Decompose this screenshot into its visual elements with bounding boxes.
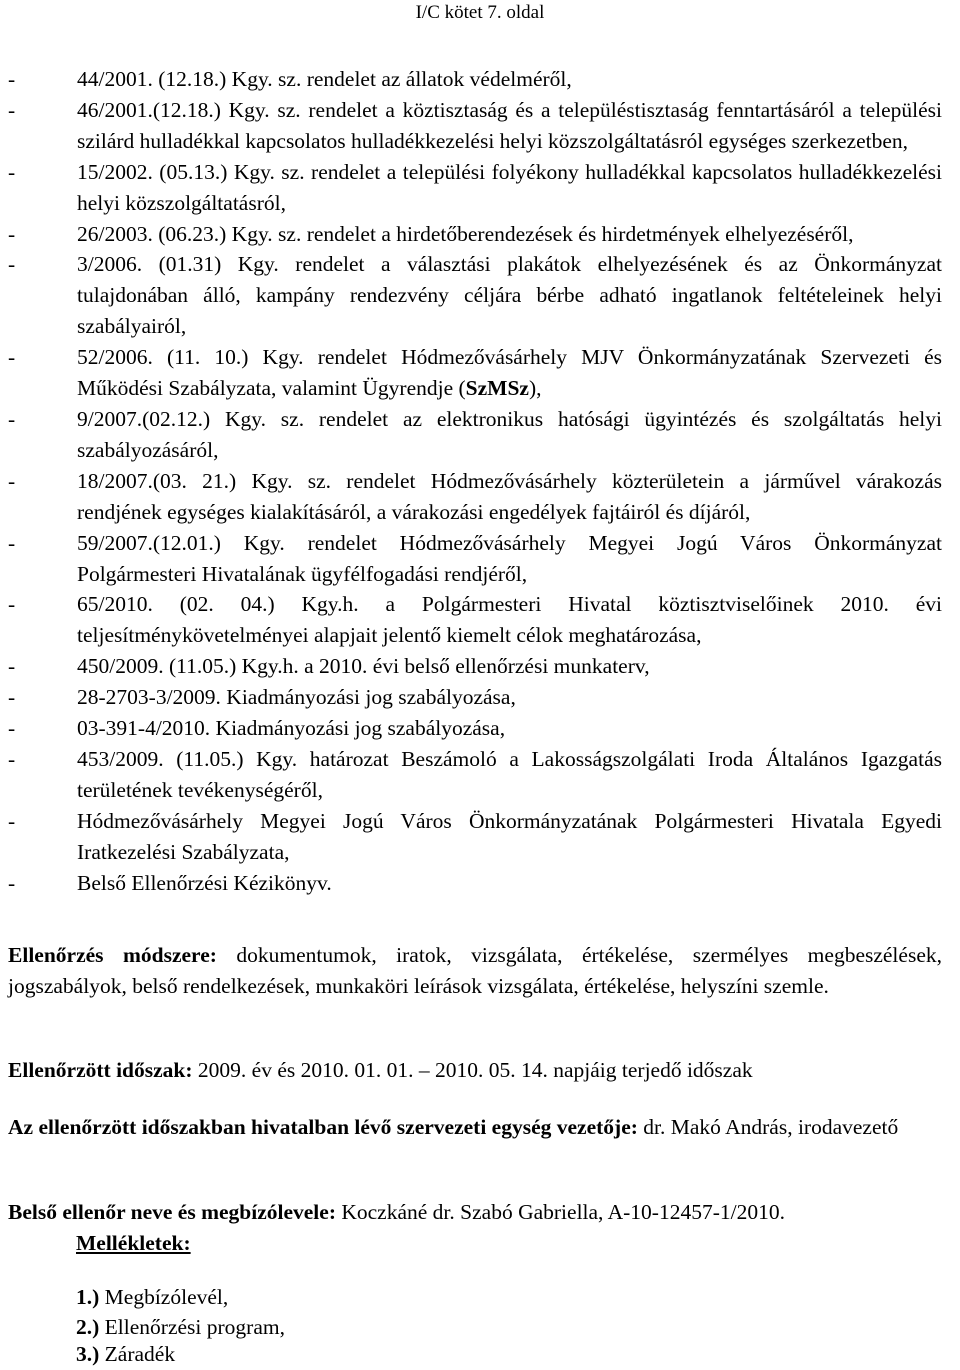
attachment-label: Ellenőrzési program, — [99, 1315, 285, 1339]
period-text: 2009. év és 2010. 01. 01. – 2010. 05. 14. napjáig terjedő időszak — [192, 1058, 753, 1082]
list-dash: - — [8, 530, 16, 555]
list-item — [8, 682, 942, 713]
list-item-text: Belső Ellenőrzési Kézikönyv. — [77, 870, 332, 895]
attachment-number: 1.) — [76, 1285, 100, 1309]
list-dash: - — [8, 221, 16, 246]
page-header: I/C kötet 7. oldal — [415, 2, 545, 23]
leader-paragraph — [8, 1112, 942, 1143]
list-item-text: 52/2006. (11. 10.) Kgy. rendelet Hódmezővásárhely MJV Önkormányzatának Szervezeti és Működési Szabályzata, valamint Ügyrendje ( — [77, 345, 942, 401]
list-item — [8, 157, 942, 219]
list-dash: - — [8, 654, 16, 679]
auditor-label: Belső ellenőr neve és megbízólevele: — [8, 1200, 336, 1224]
list-dash: - — [8, 716, 16, 741]
list-item — [8, 806, 942, 868]
attachment-number: 2.) — [76, 1315, 100, 1339]
attachment-label: Megbízólevél, — [99, 1285, 229, 1309]
list-item-text: 15/2002. (05.13.) Kgy. sz. rendelet a települési folyékony hulladékkal kapcsolatos hulladékkezelési helyi közszolgáltatásról, — [77, 159, 942, 215]
list-item — [8, 466, 942, 528]
list-item-text: 28-2703-3/2009. Kiadmányozási jog szabályozása, — [77, 685, 516, 710]
list-item-text-end: ), — [528, 376, 542, 401]
attachment-item — [76, 1339, 175, 1370]
method-text: dokumentumok, iratok, vizsgálata, értékelése, szermélyes megbeszélések, jogszabályok, belső rendelkezések, munkaköri leírások vizsgálata, értékelése, helyszíni szemle. — [8, 943, 942, 998]
list-item — [8, 219, 942, 250]
method-paragraph — [8, 940, 942, 1002]
list-item — [8, 95, 942, 157]
list-item-text: Hódmezővásárhely Megyei Jogú Város Önkormányzatának Polgármesteri Hivatala Egyedi Iratkezelési Szabályzata, — [77, 808, 942, 864]
list-dash: - — [8, 592, 16, 617]
list-item — [8, 651, 942, 682]
list-item — [8, 589, 942, 651]
list-item-text: 18/2007.(03. 21.) Kgy. sz. rendelet Hódmezővásárhely közterületein a járművel várakozás rendjének egységes kialakításáról, a várakozási engedélyek fajtáiról és díjáról, — [77, 468, 942, 524]
auditor-paragraph — [8, 1197, 942, 1228]
list-dash: - — [8, 97, 16, 122]
list-item-text: 450/2009. (11.05.) Kgy.h. a 2010. évi belső ellenőrzési munkaterv, — [77, 654, 650, 679]
list-item-text: 26/2003. (06.23.) Kgy. sz. rendelet a hirdetőberendezések és hirdetmények elhelyezéséről, — [77, 221, 854, 246]
auditor-text: Koczkáné dr. Szabó Gabriella, A-10-12457-1/2010. — [335, 1200, 785, 1224]
attachment-label: Záradék — [99, 1342, 176, 1366]
list-item — [8, 713, 942, 744]
list-dash: - — [8, 808, 16, 833]
list-item-text: 9/2007.(02.12.) Kgy. sz. rendelet az elektronikus hatósági ügyintézés és szolgáltatás helyi szabályozásáról, — [77, 406, 942, 462]
list-dash: - — [8, 870, 16, 895]
list-dash: - — [8, 159, 16, 184]
list-dash: - — [8, 468, 16, 493]
list-item — [8, 249, 942, 342]
list-dash: - — [8, 345, 16, 370]
list-item — [8, 868, 942, 899]
list-item-text: 44/2001. (12.18.) Kgy. sz. rendelet az állatok védelméről, — [77, 67, 572, 91]
list-dash: - — [8, 67, 16, 91]
list-item — [8, 342, 942, 404]
list-dash: - — [8, 685, 16, 710]
attachment-item — [76, 1282, 228, 1313]
period-paragraph — [8, 1055, 942, 1086]
list-item-text: 453/2009. (11.05.) Kgy. határozat Beszámoló a Lakosságszolgálati Iroda Általános Igazgatás területének tevékenységéről, — [77, 746, 942, 802]
list-item — [8, 528, 942, 590]
list-item — [8, 64, 942, 95]
regulation-list — [8, 64, 942, 898]
list-item-text: 65/2010. (02. 04.) Kgy.h. a Polgármesteri Hivatal köztisztviselőinek 2010. évi teljesítménykövetelményei alapjait jelentő kiemelt célok meghatározása, — [77, 592, 942, 648]
period-label: Ellenőrzött időszak: — [8, 1058, 193, 1082]
list-dash: - — [8, 406, 16, 431]
leader-text: dr. Makó András, irodavezető — [637, 1115, 899, 1139]
list-item — [8, 404, 942, 466]
list-item-text: 3/2006. (01.31) Kgy. rendelet a választási plakátok elhelyezésének és az Önkormányzat tulajdonában álló, kampány rendezvény céljára bérbe adható ingatlanok feltételeinek helyi szabályairól, — [77, 252, 942, 339]
attachments-title: Mellékletek: — [76, 1231, 191, 1255]
list-item-text: 46/2001.(12.18.) Kgy. sz. rendelet a köztisztaság és a településtisztaság fenntartásáról a települési szilárd hulladékkal kapcsolatos hulladékkezelési helyi közszolgáltatásról egységes szerkezetben, — [77, 97, 942, 153]
list-item-text: 59/2007.(12.01.) Kgy. rendelet Hódmezővásárhely Megyei Jogú Város Önkormányzat Polgármesteri Hivatalának ügyfélfogadási rendjéről, — [77, 530, 942, 586]
szmsz-abbreviation: SzMSz — [465, 376, 529, 401]
leader-label: Az ellenőrzött időszakban hivatalban lévő szervezeti egység vezetője: — [8, 1115, 638, 1139]
list-item — [8, 744, 942, 806]
method-label: Ellenőrzés módszere: — [8, 943, 217, 967]
list-item-text: 03-391-4/2010. Kiadmányozási jog szabályozása, — [77, 716, 506, 741]
attachment-number: 3.) — [76, 1342, 100, 1366]
list-dash: - — [8, 746, 16, 771]
list-dash: - — [8, 252, 16, 277]
